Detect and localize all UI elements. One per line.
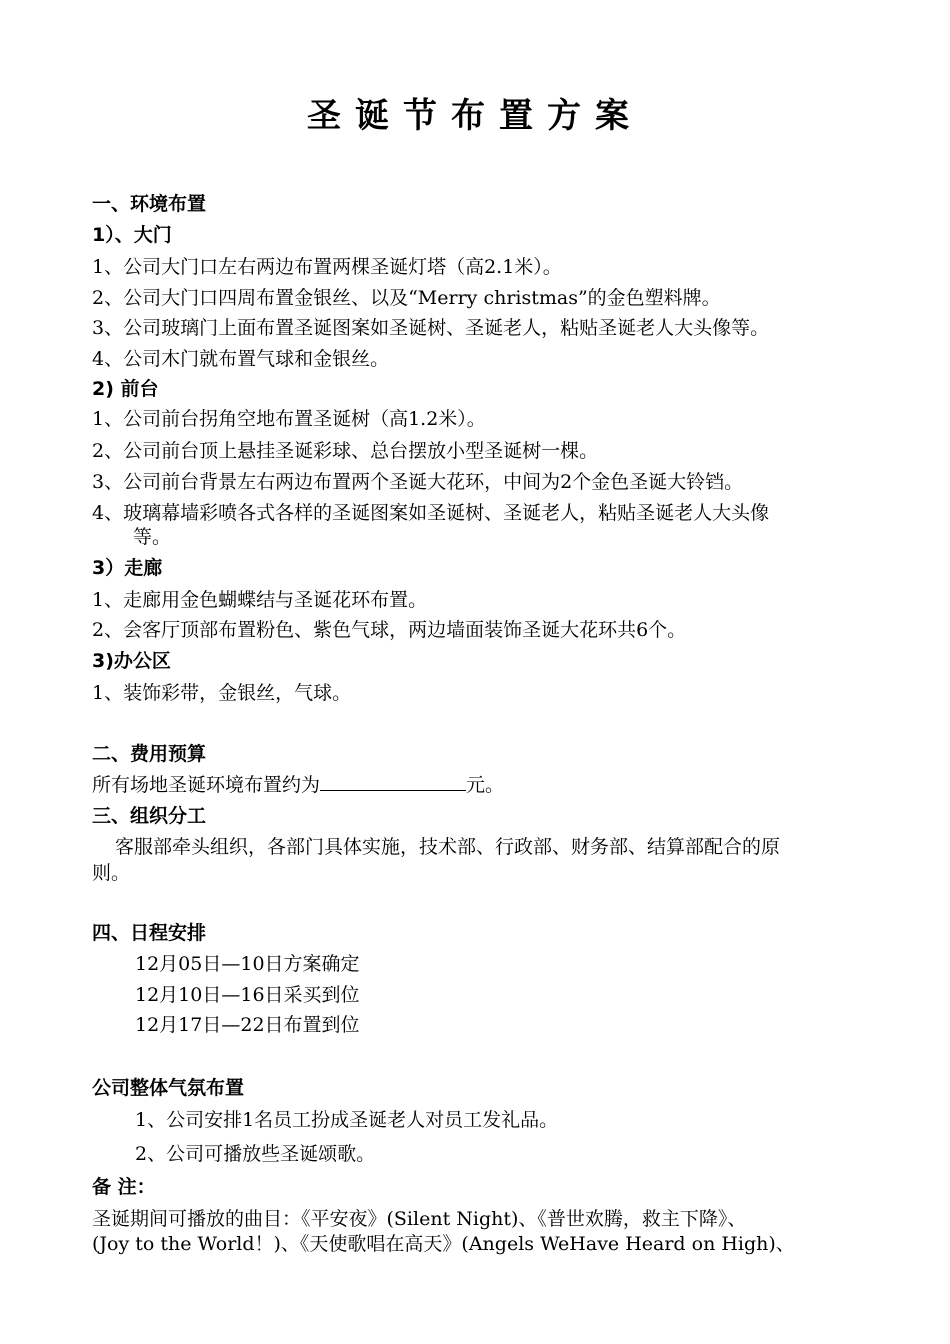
front-item-1: 1、公司前台拐角空地布置圣诞树（高1.2米）。	[92, 408, 486, 430]
subheading-office: 3)办公区	[92, 650, 171, 672]
section-heading-organization: 三、组织分工	[92, 805, 207, 827]
gate-item-1: 1、公司大门口左右两边布置两棵圣诞灯塔（高2.1米）。	[92, 256, 562, 278]
section-heading-schedule: 四、日程安排	[92, 922, 207, 944]
budget-line	[92, 772, 504, 798]
gate-item-3: 3、公司玻璃门上面布置圣诞图案如圣诞树、圣诞老人，粘贴圣诞老人大头像等。	[92, 317, 770, 339]
schedule-item-2: 12月10日—16日采买到位	[135, 984, 360, 1006]
gate-item-4: 4、公司木门就布置气球和金银丝。	[92, 348, 390, 370]
subheading-gate: 1）、大门	[92, 224, 172, 246]
schedule-item-1: 12月05日—10日方案确定	[135, 953, 360, 975]
notes-heading: 备 注：	[92, 1176, 156, 1198]
budget-text: 所有场地圣诞环境布置约为	[92, 774, 321, 796]
corridor-item-2: 2、会客厅顶部布置粉色、紫色气球，两边墙面装饰圣诞大花环共6个。	[92, 619, 687, 641]
office-item-1: 1、装饰彩带，金银丝，气球。	[92, 682, 352, 704]
org-paragraph-line-2: 则。	[92, 862, 131, 884]
budget-unit: 元。	[466, 774, 505, 796]
schedule-item-3: 12月17日—22日布置到位	[135, 1014, 360, 1036]
notes-line-2: (Joy to the World！)、《天使歌唱在高天》(Angels WeHave Heard on High)、	[92, 1233, 795, 1255]
front-item-2: 2、公司前台顶上悬挂圣诞彩球、总台摆放小型圣诞树一棵。	[92, 440, 599, 462]
section-heading-environment: 一、环境布置	[92, 193, 207, 215]
org-paragraph-line-1: 客服部牵头组织，各部门具体实施，技术部、行政部、财务部、结算部配合的原	[115, 836, 781, 858]
front-item-4: 4、玻璃幕墙彩喷各式各样的圣诞图案如圣诞树、圣诞老人，粘贴圣诞老人大头像	[92, 502, 770, 524]
budget-blank-field	[320, 772, 466, 791]
section-heading-atmosphere: 公司整体气氛布置	[92, 1077, 245, 1099]
section-heading-budget: 二、费用预算	[92, 743, 207, 765]
front-item-4-continuation: 等。	[133, 526, 172, 548]
subheading-front-desk: 2) 前台	[92, 378, 159, 400]
notes-line-1: 圣诞期间可播放的曲目：《平安夜》(Silent Night)、《普世欢腾，救主下降》、	[92, 1208, 747, 1230]
atmosphere-item-2: 2、公司可播放些圣诞颂歌。	[135, 1143, 376, 1165]
gate-item-2: 2、公司大门口四周布置金银丝、以及“Merry christmas”的金色塑料牌。	[92, 287, 721, 309]
document-title: 圣诞节布置方案	[307, 96, 643, 136]
atmosphere-item-1: 1、公司安排1名员工扮成圣诞老人对员工发礼品。	[135, 1109, 559, 1131]
front-item-3: 3、公司前台背景左右两边布置两个圣诞大花环，中间为2个金色圣诞大铃铛。	[92, 471, 744, 493]
subheading-corridor: 3）走廊	[92, 557, 163, 579]
corridor-item-1: 1、走廊用金色蝴蝶结与圣诞花环布置。	[92, 589, 428, 611]
